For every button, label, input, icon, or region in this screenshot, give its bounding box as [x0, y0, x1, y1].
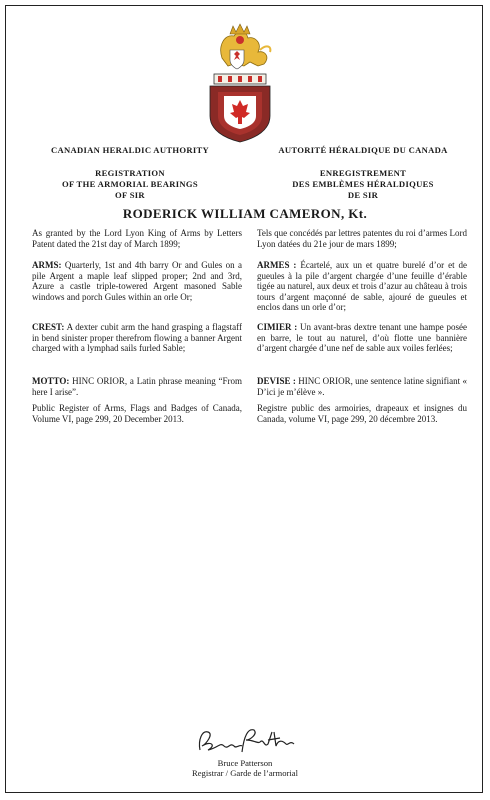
motto-paragraph-fr: [257, 376, 467, 397]
arms-text-fr: Écartelé, aux un et quatre burelé d’or et de gueules à la pile d’argent chargée d’une feuille d’érable tigée au naturel, aux deux et trois d’azur au château à trois tours d’argent maçonné de sable, ajouré de gueules et enclos dans un orle d’or;: [257, 260, 468, 313]
signatory-name: Bruce Patterson: [217, 758, 273, 768]
motto-label-en: MOTTO:: [32, 376, 70, 386]
recipient-name: RODERICK WILLIAM CAMERON, Kt.: [122, 206, 368, 221]
title-line-en-2: OF THE ARMORIAL BEARINGS: [62, 179, 198, 189]
arms-paragraph-fr: [257, 260, 467, 313]
arms-text-en: Quarterly, 1st and 4th barry Or and Gules on a pile Argent a maple leaf slipped proper; 2nd and 3rd, Azure a castle triple-towered Argent masoned Sable windows and porch Gules within an orle Or;: [32, 260, 242, 302]
arms-label-fr: ARMES :: [257, 260, 297, 270]
small-shield: [230, 50, 244, 69]
handwritten-signature: [190, 722, 300, 758]
grant-text-en: As granted by the Lord Lyon King of Arms by Letters Patent dated the 21st day of March 1899;: [32, 228, 242, 249]
crest-paragraph-en: [32, 322, 242, 354]
motto-text-en: HINC ORIOR, a Latin phrase meaning “From here I arise”.: [32, 376, 243, 397]
motto-label-fr: DEVISE :: [257, 376, 296, 386]
register-text-en: Public Register of Arms, Flags and Badges of Canada, Volume VI, page 299, 20 December 2013.: [32, 403, 242, 424]
crest-label-en: CREST:: [32, 322, 65, 332]
crest-label-fr: CIMIER :: [257, 322, 298, 332]
crowned-lion: [221, 24, 271, 66]
motto-text-fr: HINC ORIOR, une sentence latine signifiant « D’ici je m’élève ».: [257, 376, 468, 397]
coronet: [214, 74, 266, 84]
authority-name-fr: AUTORITÉ HÉRALDIQUE DU CANADA: [278, 145, 448, 155]
coat-of-arms-shield: [210, 86, 270, 142]
title-line-en-3: OF SIR: [115, 190, 145, 200]
title-line-fr-3: DE SIR: [347, 190, 379, 200]
crest-paragraph-fr: [257, 322, 467, 354]
grant-text-fr: Tels que concédés par lettres patentes du roi d’armes Lord Lyon datées du 21e jour de mars 1899;: [257, 228, 467, 249]
authority-name-en: CANADIAN HERALDIC AUTHORITY: [50, 145, 210, 155]
title-line-en-1: REGISTRATION: [95, 168, 165, 178]
crest-text-fr: Un avant-bras dextre tenant une hampe posée en barre, le tout au naturel, d’où flotte une bannière d’argent chargée d’une nef de sable aux voiles ferlées;: [257, 322, 468, 354]
signatory-block: [0, 758, 490, 778]
signatory-title: Registrar / Garde de l’armorial: [192, 768, 298, 778]
english-header: [20, 145, 240, 201]
motto-paragraph-en: [32, 376, 242, 397]
arms-label-en: ARMS:: [32, 260, 62, 270]
french-header: [253, 145, 473, 201]
title-line-fr-1: ENREGISTREMENT: [319, 168, 407, 178]
title-line-fr-2: DES EMBLÈMES HÉRALDIQUES: [292, 179, 434, 189]
register-text-fr: Registre public des armoiries, drapeaux et insignes du Canada, volume VI, page 299, 20 décembre 2013.: [257, 403, 467, 424]
arms-paragraph-en: [32, 260, 242, 302]
heraldic-authority-emblem: [200, 20, 280, 145]
crest-text-en: A dexter cubit arm the hand grasping a flagstaff in bend sinister proper therefrom flowing a banner Argent charged with a lymphad sails furled Sable;: [32, 322, 242, 354]
